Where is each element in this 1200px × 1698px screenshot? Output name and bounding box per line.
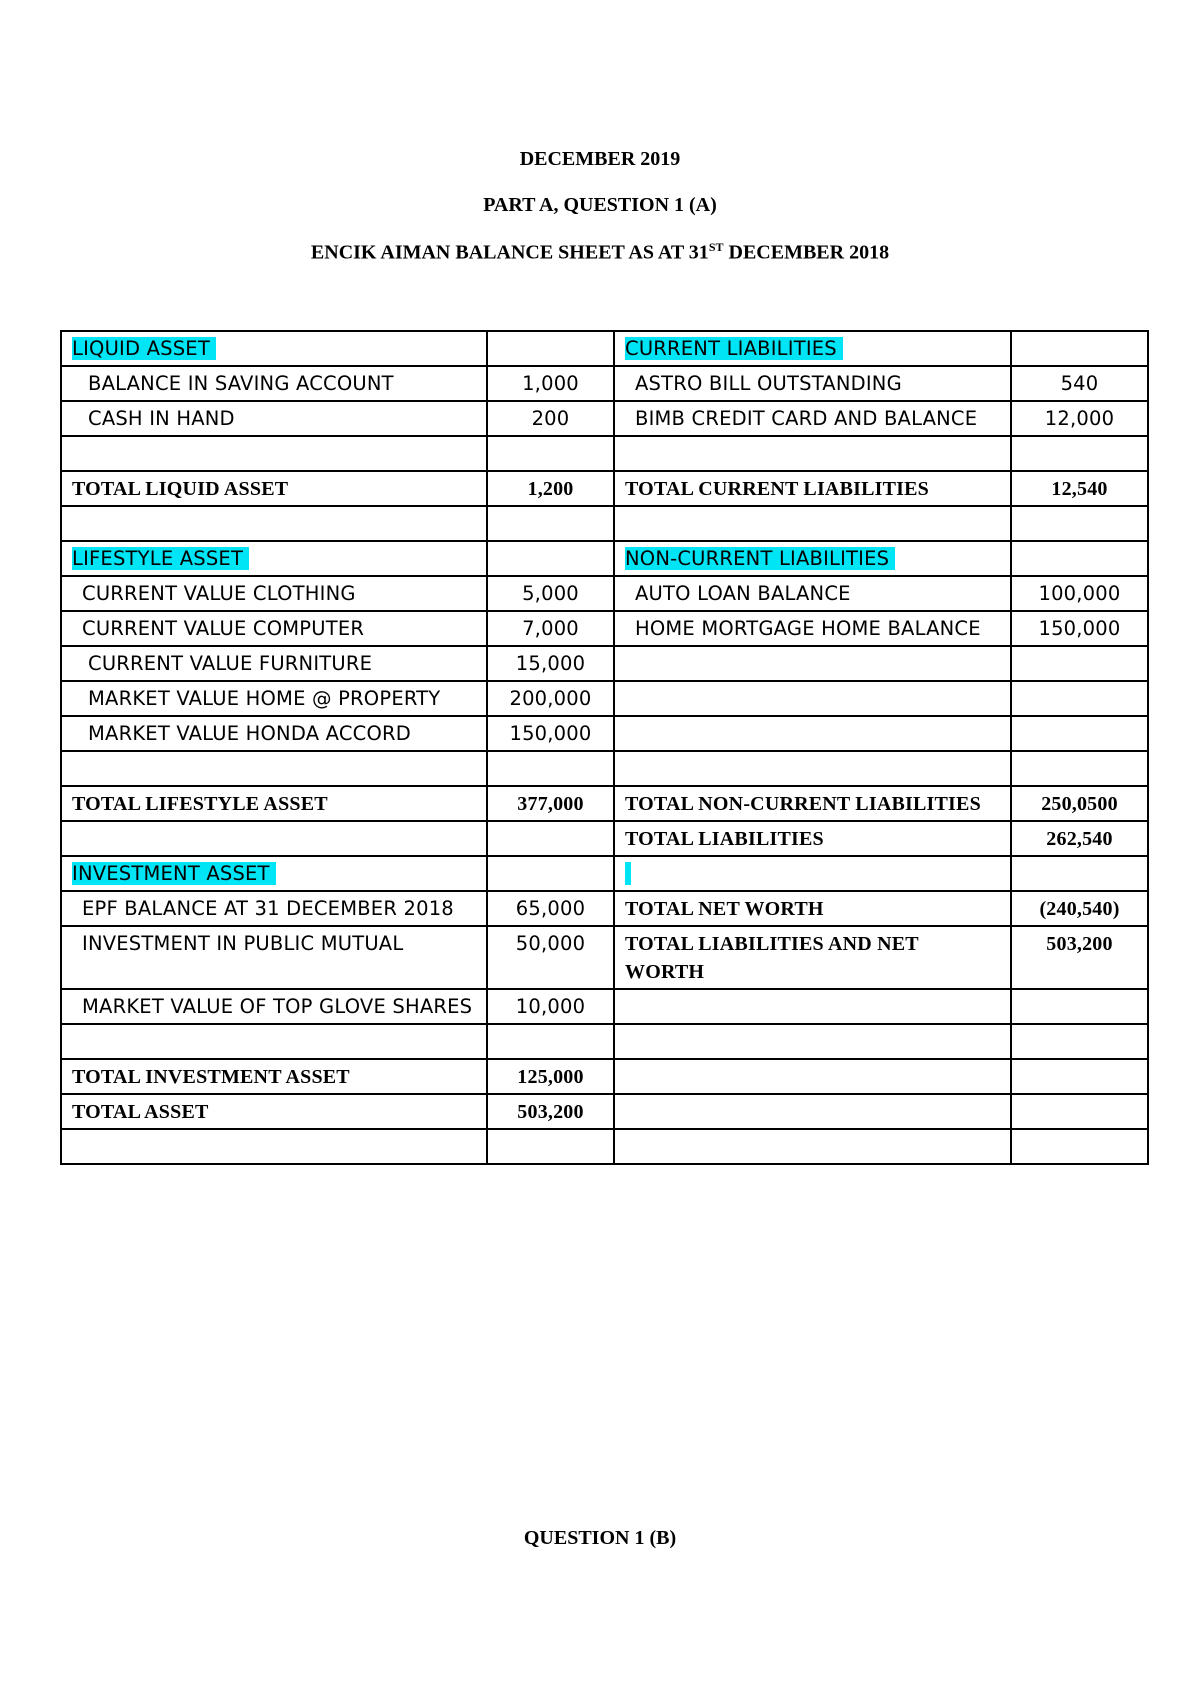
label-cell (614, 891, 1011, 926)
item-label: MARKET VALUE HONDA ACCORD (88, 722, 411, 745)
label-cell (614, 1094, 1011, 1129)
table-row (61, 646, 1148, 681)
item-label: BIMB CREDIT CARD AND BALANCE (635, 407, 978, 430)
label-cell (61, 716, 487, 751)
label-cell (61, 891, 487, 926)
label-cell (61, 1129, 487, 1164)
amount-cell (487, 821, 614, 856)
label-cell (614, 366, 1011, 401)
amount-cell (487, 1129, 614, 1164)
total-label: TOTAL ASSET (72, 1101, 209, 1123)
label-cell (614, 1129, 1011, 1164)
amount-cell (1011, 786, 1148, 821)
amount-cell (1011, 471, 1148, 506)
table-row (61, 751, 1148, 786)
doc-heading-date: DECEMBER 2019 (519, 148, 681, 170)
total-label: TOTAL LIFESTYLE ASSET (72, 793, 328, 815)
amount-cell (487, 751, 614, 786)
label-cell (614, 989, 1011, 1024)
label-cell (61, 821, 487, 856)
total-label: TOTAL LIABILITIES AND NET WORTH (625, 933, 919, 983)
amount-cell (1011, 506, 1148, 541)
balance-sheet-table (60, 330, 1149, 1165)
label-cell (614, 471, 1011, 506)
label-cell (61, 1024, 487, 1059)
label-cell (61, 471, 487, 506)
item-amount: 200 (531, 407, 570, 430)
item-label: CURRENT VALUE CLOTHING (82, 582, 356, 605)
title-text: ENCIK AIMAN BALANCE SHEET AS AT 31 (310, 241, 709, 264)
item-label: MARKET VALUE HOME @ PROPERTY (88, 687, 441, 710)
amount-cell (487, 926, 614, 989)
label-cell (61, 646, 487, 681)
label-cell (614, 786, 1011, 821)
item-amount: 150,000 (1038, 617, 1121, 640)
total-label: TOTAL NON-CURRENT LIABILITIES (625, 793, 981, 815)
item-amount: 50,000 (515, 932, 586, 955)
label-cell (614, 331, 1011, 366)
label-cell (614, 436, 1011, 471)
label-cell (614, 1024, 1011, 1059)
label-cell (61, 436, 487, 471)
amount-cell (487, 786, 614, 821)
item-label: HOME MORTGAGE HOME BALANCE (635, 617, 981, 640)
label-cell (614, 646, 1011, 681)
amount-cell (1011, 331, 1148, 366)
amount-cell (1011, 1024, 1148, 1059)
section-heading: NON-CURRENT LIABILITIES (625, 547, 895, 570)
item-amount: 65,000 (515, 897, 586, 920)
label-cell (614, 681, 1011, 716)
amount-cell (487, 1094, 614, 1129)
label-cell (61, 751, 487, 786)
amount-cell (1011, 891, 1148, 926)
amount-cell (1011, 436, 1148, 471)
total-amount: 1,200 (527, 478, 574, 500)
doc-heading-title (0, 240, 1200, 265)
amount-cell (1011, 401, 1148, 436)
item-label: AUTO LOAN BALANCE (635, 582, 851, 605)
table-row (61, 821, 1148, 856)
table-row (61, 471, 1148, 506)
table-row (61, 366, 1148, 401)
item-label: CASH IN HAND (88, 407, 235, 430)
amount-cell (487, 716, 614, 751)
table-row (61, 786, 1148, 821)
table-row (61, 611, 1148, 646)
amount-cell (487, 401, 614, 436)
title-text-end: DECEMBER 2018 (723, 241, 890, 264)
total-amount: 250,0500 (1041, 793, 1118, 815)
item-amount: 15,000 (515, 652, 586, 675)
section-heading: LIFESTYLE ASSET (72, 547, 249, 570)
amount-cell (487, 541, 614, 576)
label-cell (61, 786, 487, 821)
item-amount: 7,000 (522, 617, 579, 640)
total-label: TOTAL LIABILITIES (625, 828, 824, 850)
label-cell (614, 926, 1011, 989)
label-cell (61, 1059, 487, 1094)
total-amount: 503,200 (1046, 933, 1113, 955)
total-amount: 12,540 (1051, 478, 1108, 500)
amount-cell (1011, 1129, 1148, 1164)
label-cell (614, 751, 1011, 786)
total-amount: (240,540) (1039, 898, 1120, 920)
label-cell (61, 611, 487, 646)
table-row (61, 989, 1148, 1024)
table-row (61, 1059, 1148, 1094)
table-row (61, 1129, 1148, 1164)
label-cell (61, 989, 487, 1024)
total-label: TOTAL LIQUID ASSET (72, 478, 289, 500)
item-amount: 5,000 (522, 582, 579, 605)
table-row (61, 1024, 1148, 1059)
total-amount: 377,000 (517, 793, 584, 815)
label-cell (61, 331, 487, 366)
table-row (61, 716, 1148, 751)
doc-footer-question: QUESTION 1 (B) (523, 1527, 677, 1549)
table-row (61, 576, 1148, 611)
item-label: INVESTMENT IN PUBLIC MUTUAL (82, 932, 404, 955)
amount-cell (1011, 856, 1148, 891)
amount-cell (1011, 926, 1148, 989)
table-row (61, 1094, 1148, 1129)
item-label: CURRENT VALUE FURNITURE (88, 652, 373, 675)
label-cell (614, 506, 1011, 541)
label-cell (61, 681, 487, 716)
balance-sheet-body (61, 331, 1148, 1164)
table-row (61, 401, 1148, 436)
amount-cell (487, 646, 614, 681)
amount-cell (1011, 646, 1148, 681)
amount-cell (1011, 366, 1148, 401)
section-heading: CURRENT LIABILITIES (625, 337, 843, 360)
doc-heading-question: PART A, QUESTION 1 (A) (483, 194, 717, 216)
table-row (61, 856, 1148, 891)
item-amount: 200,000 (509, 687, 592, 710)
total-amount: 503,200 (517, 1101, 584, 1123)
total-label: TOTAL INVESTMENT ASSET (72, 1066, 350, 1088)
amount-cell (487, 891, 614, 926)
amount-cell (487, 436, 614, 471)
label-cell (614, 611, 1011, 646)
total-amount: 125,000 (517, 1066, 584, 1088)
table-row (61, 436, 1148, 471)
label-cell (61, 856, 487, 891)
amount-cell (487, 506, 614, 541)
item-amount: 1,000 (522, 372, 579, 395)
label-cell (614, 1059, 1011, 1094)
label-cell (61, 926, 487, 989)
label-cell (61, 576, 487, 611)
amount-cell (1011, 989, 1148, 1024)
amount-cell (487, 331, 614, 366)
item-amount: 540 (1060, 372, 1099, 395)
amount-cell (1011, 576, 1148, 611)
item-label: MARKET VALUE OF TOP GLOVE SHARES (82, 995, 473, 1018)
label-cell (614, 401, 1011, 436)
total-amount: 262,540 (1046, 828, 1113, 850)
table-row (61, 541, 1148, 576)
table-row (61, 331, 1148, 366)
amount-cell (1011, 751, 1148, 786)
label-cell (614, 856, 1011, 891)
amount-cell (487, 471, 614, 506)
amount-cell (487, 681, 614, 716)
amount-cell (1011, 541, 1148, 576)
item-amount: 10,000 (515, 995, 586, 1018)
amount-cell (1011, 1059, 1148, 1094)
amount-cell (1011, 716, 1148, 751)
amount-cell (1011, 681, 1148, 716)
amount-cell (487, 1059, 614, 1094)
item-amount: 12,000 (1044, 407, 1115, 430)
label-cell (614, 821, 1011, 856)
total-label: TOTAL NET WORTH (625, 898, 824, 920)
amount-cell (487, 989, 614, 1024)
amount-cell (487, 1024, 614, 1059)
item-amount: 100,000 (1038, 582, 1121, 605)
item-label: EPF BALANCE AT 31 DECEMBER 2018 (82, 897, 454, 920)
table-row (61, 506, 1148, 541)
label-cell (614, 541, 1011, 576)
amount-cell (1011, 821, 1148, 856)
item-amount: 150,000 (509, 722, 592, 745)
table-row (61, 926, 1148, 989)
label-cell (61, 506, 487, 541)
amount-cell (487, 366, 614, 401)
amount-cell (1011, 1094, 1148, 1129)
amount-cell (487, 611, 614, 646)
section-heading: INVESTMENT ASSET (72, 862, 276, 885)
total-label: TOTAL CURRENT LIABILITIES (625, 478, 930, 500)
section-heading (625, 862, 631, 885)
title-superscript: ST (708, 240, 724, 254)
table-row (61, 891, 1148, 926)
amount-cell (1011, 611, 1148, 646)
table-row (61, 681, 1148, 716)
section-heading: LIQUID ASSET (72, 337, 216, 360)
item-label: CURRENT VALUE COMPUTER (82, 617, 365, 640)
label-cell (61, 366, 487, 401)
label-cell (61, 401, 487, 436)
item-label: BALANCE IN SAVING ACCOUNT (88, 372, 394, 395)
item-label: ASTRO BILL OUTSTANDING (635, 372, 902, 395)
amount-cell (487, 576, 614, 611)
label-cell (614, 716, 1011, 751)
amount-cell (487, 856, 614, 891)
label-cell (61, 541, 487, 576)
label-cell (614, 576, 1011, 611)
label-cell (61, 1094, 487, 1129)
